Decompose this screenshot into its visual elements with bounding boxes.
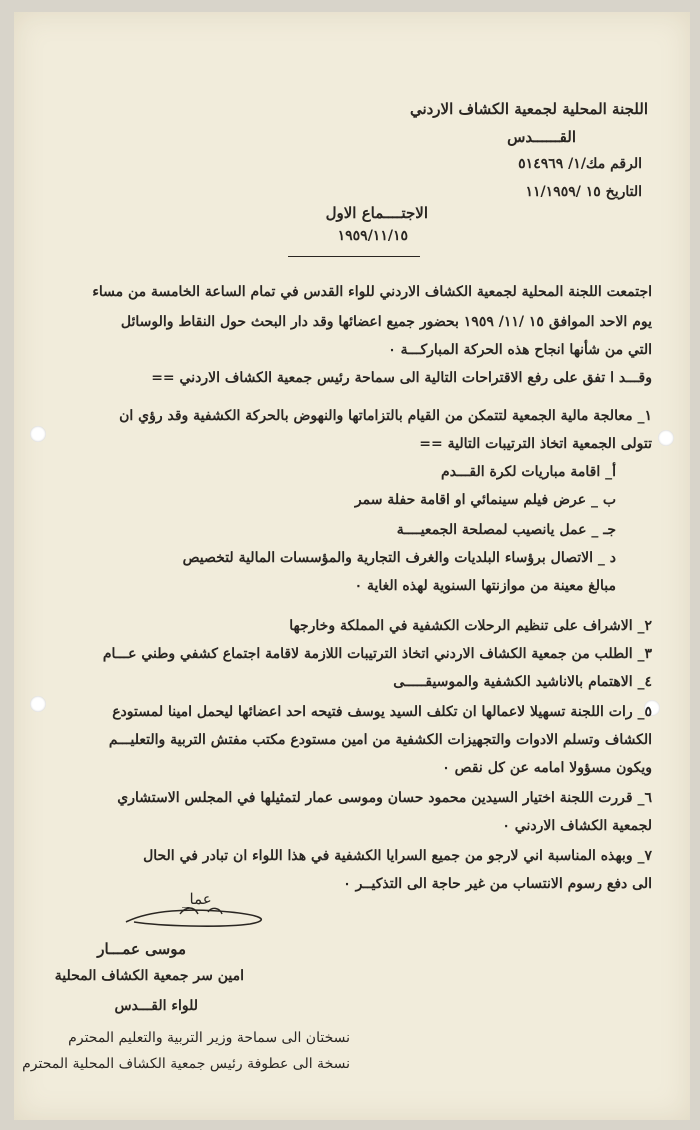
item-1b: ب _ عرض فيلم سينمائي او اقامة حفلة سمر <box>354 492 616 508</box>
item-1-line-1: ١_ معالجة مالية الجمعية لتتمكن من القيام بالتزاماتها والنهوض بالحركة الكشفية وقد رؤي ان <box>119 408 652 424</box>
punch-hole-right-top <box>658 430 674 446</box>
item-6-line-2: لجمعية الكشاف الاردني ٠ <box>502 818 652 834</box>
letterhead-org: اللجنة المحلية لجمعية الكشاف الاردني <box>409 100 648 118</box>
item-1d-line-2: مبالغ معينة من موازنتها السنوية لهذه الغاية ٠ <box>354 578 616 594</box>
item-5-line-1: ٥_ رات اللجنة تسهيلا لاعمالها ان تكلف السيد يوسف فتيحه احد اعضائها ليحمل امينا لمستودع <box>112 704 652 720</box>
title-underline <box>288 256 420 257</box>
intro-line-4: وقـــد ا تفق على رفع الاقتراحات التالية الى سماحة رئيس جمعية الكشاف الاردني == <box>151 370 652 386</box>
reference-number: الرقم مك/١/ ٥١٤٩٦٩ <box>518 156 642 172</box>
item-7-line-1: ٧_ وبهذه المناسبة اني لارجو من جميع السرايا الكشفية في هذا اللواء ان تبادر في الحال <box>143 848 652 864</box>
signatory-name: موسى عمـــار <box>97 940 186 958</box>
copy-line-1: نسختان الى سماحة وزير التربية والتعليم المحترم <box>68 1030 350 1046</box>
item-5-line-3: ويكون مسؤولا امامه عن كل نقص ٠ <box>442 760 652 776</box>
intro-line-1: اجتمعت اللجنة المحلية لجمعية الكشاف الاردني للواء القدس في تمام الساعة الخامسة من مساء <box>92 284 652 300</box>
letterhead-city: القــــــدس <box>507 128 576 146</box>
item-2: ٢_ الاشراف على تنظيم الرحلات الكشفية في المملكة وخارجها <box>289 618 652 634</box>
item-1a: أ_ اقامة مباريات لكرة القـــدم <box>441 464 616 480</box>
signatory-region: للواء القـــدس <box>114 998 198 1014</box>
punch-hole-left-top <box>30 426 46 442</box>
signatory-role: امين سر جمعية الكشاف المحلية <box>54 968 244 984</box>
handwritten-signature <box>120 900 280 932</box>
copy-line-2: نسخة الى عطوفة رئيس جمعية الكشاف المحلية المحترم <box>22 1056 350 1072</box>
item-7-line-2: الى دفع رسوم الانتساب من غير حاجة الى التذكيــر ٠ <box>343 876 652 892</box>
item-4: ٤_ الاهتمام بالاناشيد الكشفية والموسيقـــــى <box>393 674 652 690</box>
punch-hole-left-bottom <box>30 696 46 712</box>
item-6-line-1: ٦_ قررت اللجنة اختيار السيدين محمود حسان وموسى عمار لتمثيلها في المجلس الاستشاري <box>117 790 652 806</box>
intro-line-2: يوم الاحد الموافق ١٥ /١١/ ١٩٥٩ بحضور جميع اعضائها وقد دار البحث حول النقاط والوسائل <box>120 314 652 330</box>
item-3: ٣_ الطلب من جمعية الكشاف الاردني اتخاذ الترتيبات اللازمة لاقامة اجتماع كشفي وطني عـــام <box>102 646 652 662</box>
item-1-line-2: تتولى الجمعية اتخاذ الترتيبات التالية == <box>419 436 652 452</box>
meeting-title: الاجتــــماع الاول <box>325 204 428 222</box>
item-1d-line-1: د _ الاتصال برؤساء البلديات والغرف التجارية والمؤسسات المالية لتخصيص <box>182 550 616 566</box>
item-1c: جـ _ عمل يانصيب لمصلحة الجمعيــــة <box>396 522 616 538</box>
intro-line-3: التي من شأنها انجاح هذه الحركة المباركـــة ٠ <box>388 342 652 358</box>
signature-mark: عما_ <box>182 890 212 908</box>
item-5-line-2: الكشاف وتسلم الادوات والتجهيزات الكشفية من امين مستودع مكتب مفتش التربية والتعليـــم <box>108 732 652 748</box>
meeting-date: ١٩٥٩/١١/١٥ <box>337 228 408 244</box>
letterhead-date: التاريخ ١٥ /١١/١٩٥٩ <box>525 184 642 200</box>
